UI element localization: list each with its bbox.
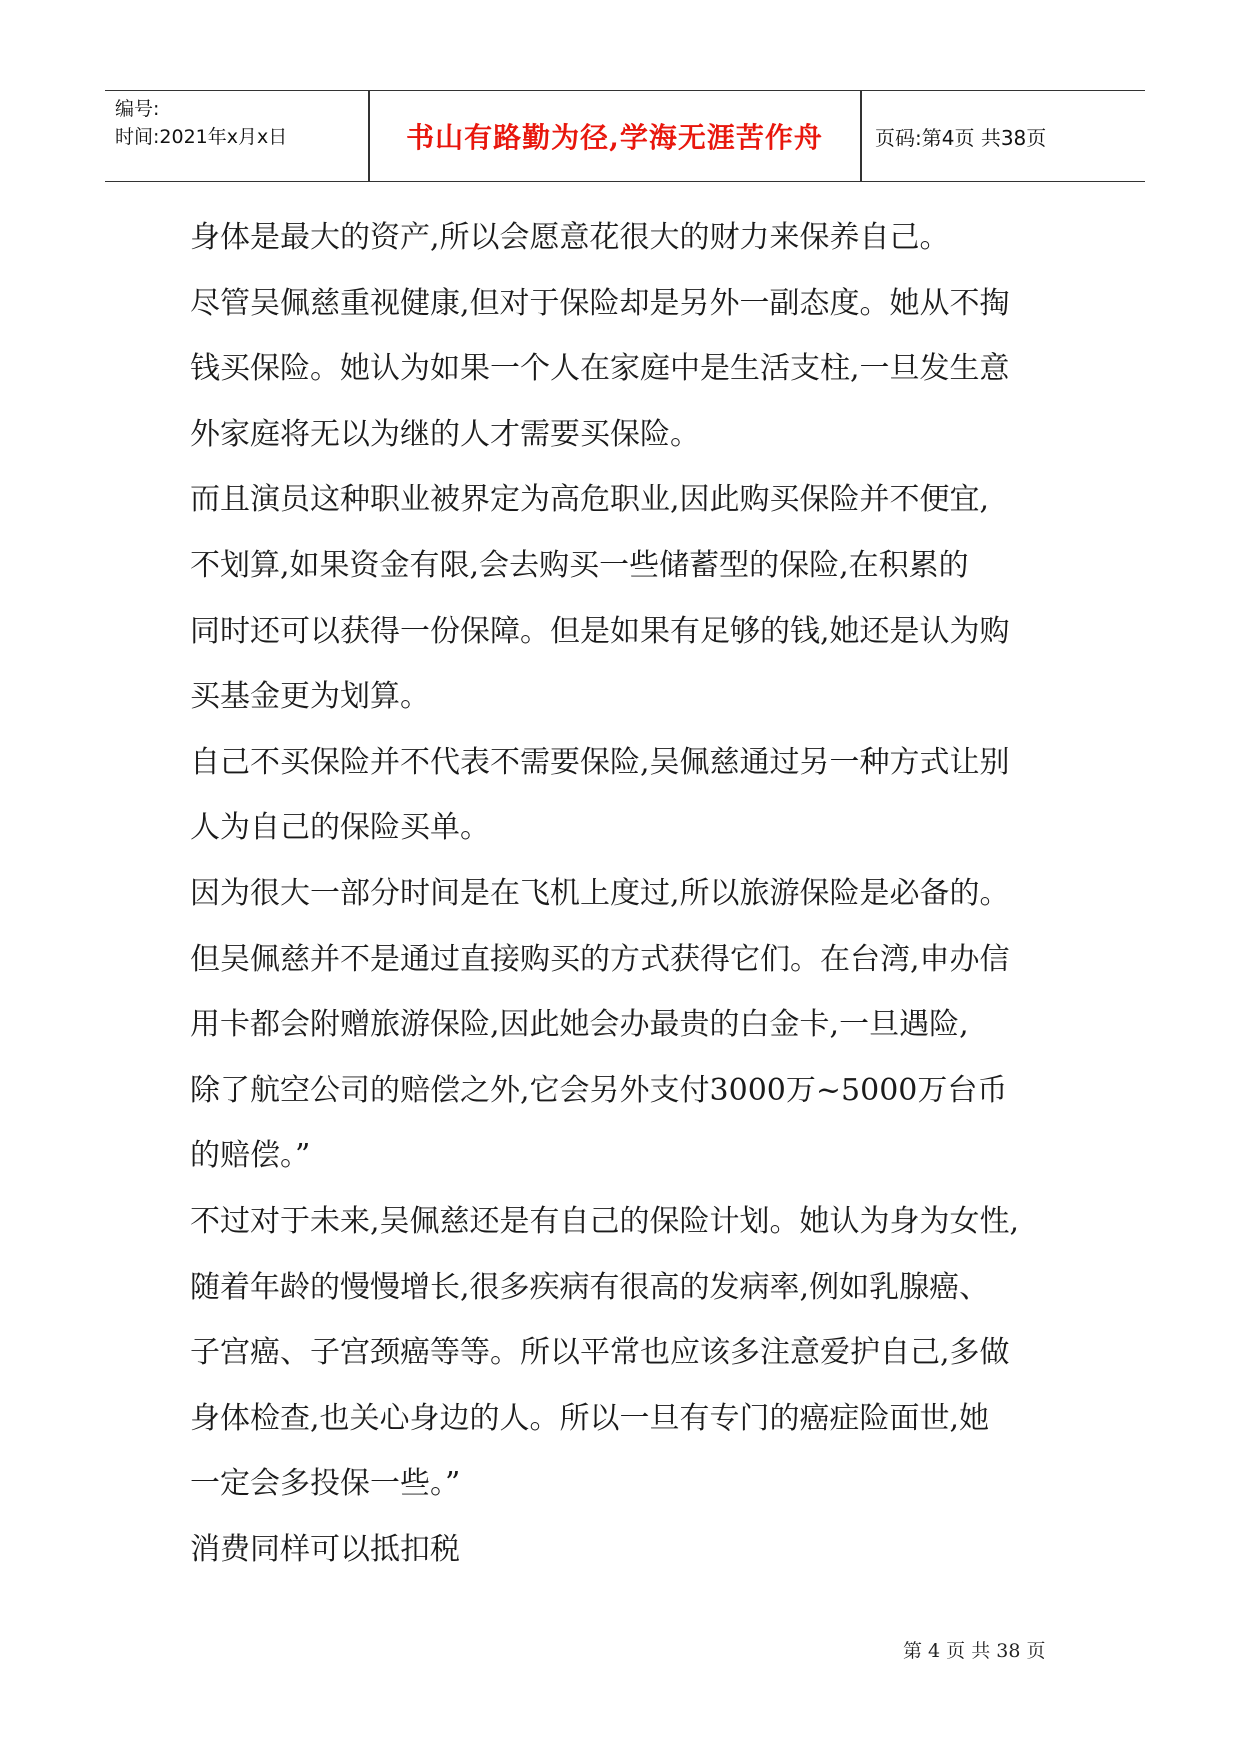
document-body bbox=[190, 205, 1090, 1582]
body-line: 买基金更为划算。 bbox=[190, 679, 430, 715]
header-time-label: 时间:2021年x月x日 bbox=[115, 126, 288, 148]
body-line: 的赔偿。” bbox=[190, 1138, 311, 1174]
body-line: 不划算,如果资金有限,会去购买一些储蓄型的保险,在积累的 bbox=[190, 547, 969, 583]
page-header bbox=[105, 90, 1145, 182]
body-line: 除了航空公司的赔偿之外,它会另外支付3000万~5000万台币 bbox=[190, 1072, 1008, 1108]
header-meta bbox=[115, 95, 365, 151]
body-line: 尽管吴佩慈重视健康,但对于保险却是另外一副态度。她从不掏 bbox=[190, 285, 1010, 321]
header-motto: 书山有路勤为径,学海无涯苦作舟 bbox=[406, 121, 823, 154]
header-divider-right bbox=[860, 91, 862, 181]
body-line: 自己不买保险并不代表不需要保险,吴佩慈通过另一种方式让别 bbox=[190, 744, 1010, 780]
body-line: 而且演员这种职业被界定为高危职业,因此购买保险并不便宜, bbox=[190, 482, 990, 518]
body-line: 但吴佩慈并不是通过直接购买的方式获得它们。在台湾,申办信 bbox=[190, 941, 1010, 977]
body-line: 因为很大一部分时间是在飞机上度过,所以旅游保险是必备的。 bbox=[190, 875, 1010, 911]
body-line: 身体检查,也关心身边的人。所以一旦有专门的癌症险面世,她 bbox=[190, 1400, 990, 1436]
body-line: 外家庭将无以为继的人才需要买保险。 bbox=[190, 416, 700, 452]
body-line: 消费同样可以抵扣税 bbox=[190, 1531, 460, 1567]
body-line: 随着年龄的慢慢增长,很多疾病有很高的发病率,例如乳腺癌、 bbox=[190, 1269, 990, 1305]
body-line: 钱买保险。她认为如果一个人在家庭中是生活支柱,一旦发生意 bbox=[190, 351, 1010, 387]
page-footer-number: 第 4 页 共 38 页 bbox=[903, 1640, 1046, 1662]
body-line: 一定会多投保一些。” bbox=[190, 1466, 461, 1502]
body-line: 人为自己的保险买单。 bbox=[190, 810, 490, 846]
header-page-info: 页码:第4页 共38页 bbox=[875, 125, 1047, 150]
body-line: 身体是最大的资产,所以会愿意花很大的财力来保养自己。 bbox=[190, 220, 950, 255]
body-line: 用卡都会附赠旅游保险,因此她会办最贵的白金卡,一旦遇险, bbox=[190, 1007, 969, 1043]
body-line: 子宫癌、子宫颈癌等等。所以平常也应该多注意爱护自己,多做 bbox=[190, 1335, 1010, 1371]
header-number-label: 编号: bbox=[115, 98, 160, 120]
body-line: 不过对于未来,吴佩慈还是有自己的保险计划。她认为身为女性, bbox=[190, 1203, 1020, 1239]
body-line: 同时还可以获得一份保障。但是如果有足够的钱,她还是认为购 bbox=[190, 613, 1010, 649]
